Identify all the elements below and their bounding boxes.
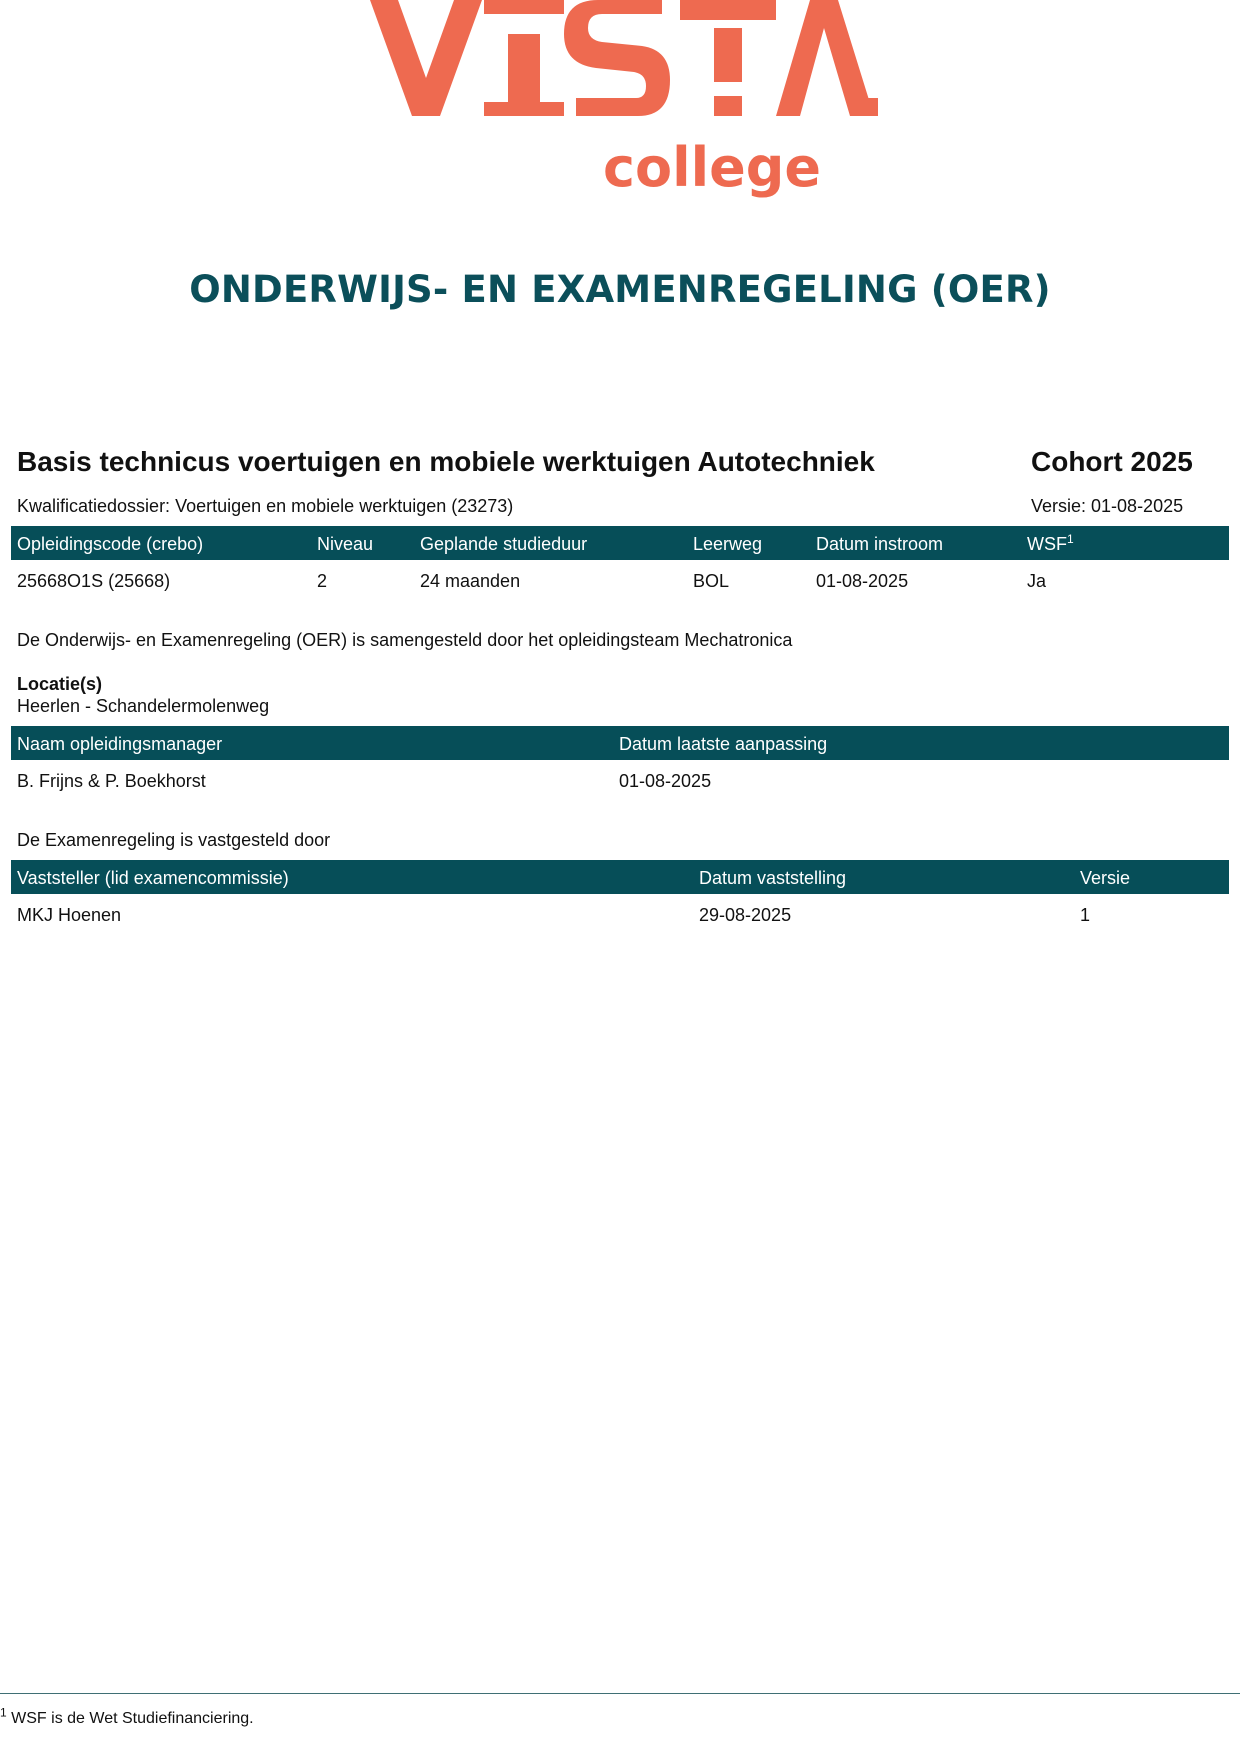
cell-datum-instroom: 01-08-2025 [816,571,909,591]
cell-opleidingscode: 25668O1S (25668) [17,571,171,591]
col-opleidingscode: Opleidingscode (crebo) [17,534,204,554]
logo-subword: college [602,136,822,199]
samengesteld-text: De Onderwijs- en Examenregeling (OER) is samengesteld door het opleidingsteam Mechatronica [17,630,793,650]
vista-college-logo [362,0,882,210]
cell-datum-vaststelling: 29-08-2025 [699,905,792,925]
col-versie: Versie [1080,868,1131,888]
col-leerweg: Leerweg [693,534,763,554]
col-vaststeller: Vaststeller (lid examencommissie) [17,868,289,888]
col-datum-aanpassing: Datum laatste aanpassing [619,734,828,754]
footnote-text: WSF is de Wet Studiefinanciering. [11,1710,254,1727]
footnote-ref: 1 [1067,532,1074,546]
kwalificatiedossier: Kwalificatiedossier: Voertuigen en mobiele werktuigen (23273) [17,496,514,516]
cell-datum-aanpassing: 01-08-2025 [619,771,712,791]
logo-letter-a-foot [850,98,878,116]
cell-studieduur: 24 maanden [420,571,521,591]
logo-letter-s [564,0,670,116]
locatie-label: Locatie(s) [17,674,103,694]
cell-niveau: 2 [317,571,328,591]
col-naam-manager: Naam opleidingsmanager [17,734,223,754]
footnote [0,1705,254,1728]
wsf-label: WSF [1027,534,1067,554]
program-title: Basis technicus voertuigen en mobiele werktuigen Autotechniek [17,446,875,477]
manager-table-header [11,726,1229,760]
col-studieduur: Geplande studieduur [420,534,588,554]
cell-leerweg: BOL [693,571,730,591]
col-datum-instroom: Datum instroom [816,534,944,554]
program-table-header [11,526,1229,560]
version-date: Versie: 01-08-2025 [1031,496,1184,516]
logo-letter-i-base [484,102,564,116]
footnote-mark: 1 [0,1705,7,1720]
cell-wsf: Ja [1027,571,1047,591]
vaststelling-table-header [11,860,1229,894]
page-title: ONDERWIJS- EN EXAMENREGELING (OER) [189,268,1051,311]
logo-letter-t-top [680,0,776,20]
logo-letter-v [370,0,482,116]
cohort-label: Cohort 2025 [1031,446,1193,477]
footnote-divider [0,1693,1240,1694]
logo-letter-i-top [484,0,564,14]
cell-versie: 1 [1080,905,1091,925]
cell-vaststeller: MKJ Hoenen [17,905,122,925]
col-datum-vaststelling: Datum vaststelling [699,868,847,888]
vastgesteld-text: De Examenregeling is vastgesteld door [17,830,331,850]
logo-letter-t-stem [714,28,742,82]
col-niveau: Niveau [317,534,374,554]
cell-manager: B. Frijns & P. Boekhorst [17,771,206,791]
col-wsf [1027,534,1074,555]
logo-letter-t-dot [714,96,742,116]
locatie-value: Heerlen - Schandelermolenweg [17,696,270,716]
